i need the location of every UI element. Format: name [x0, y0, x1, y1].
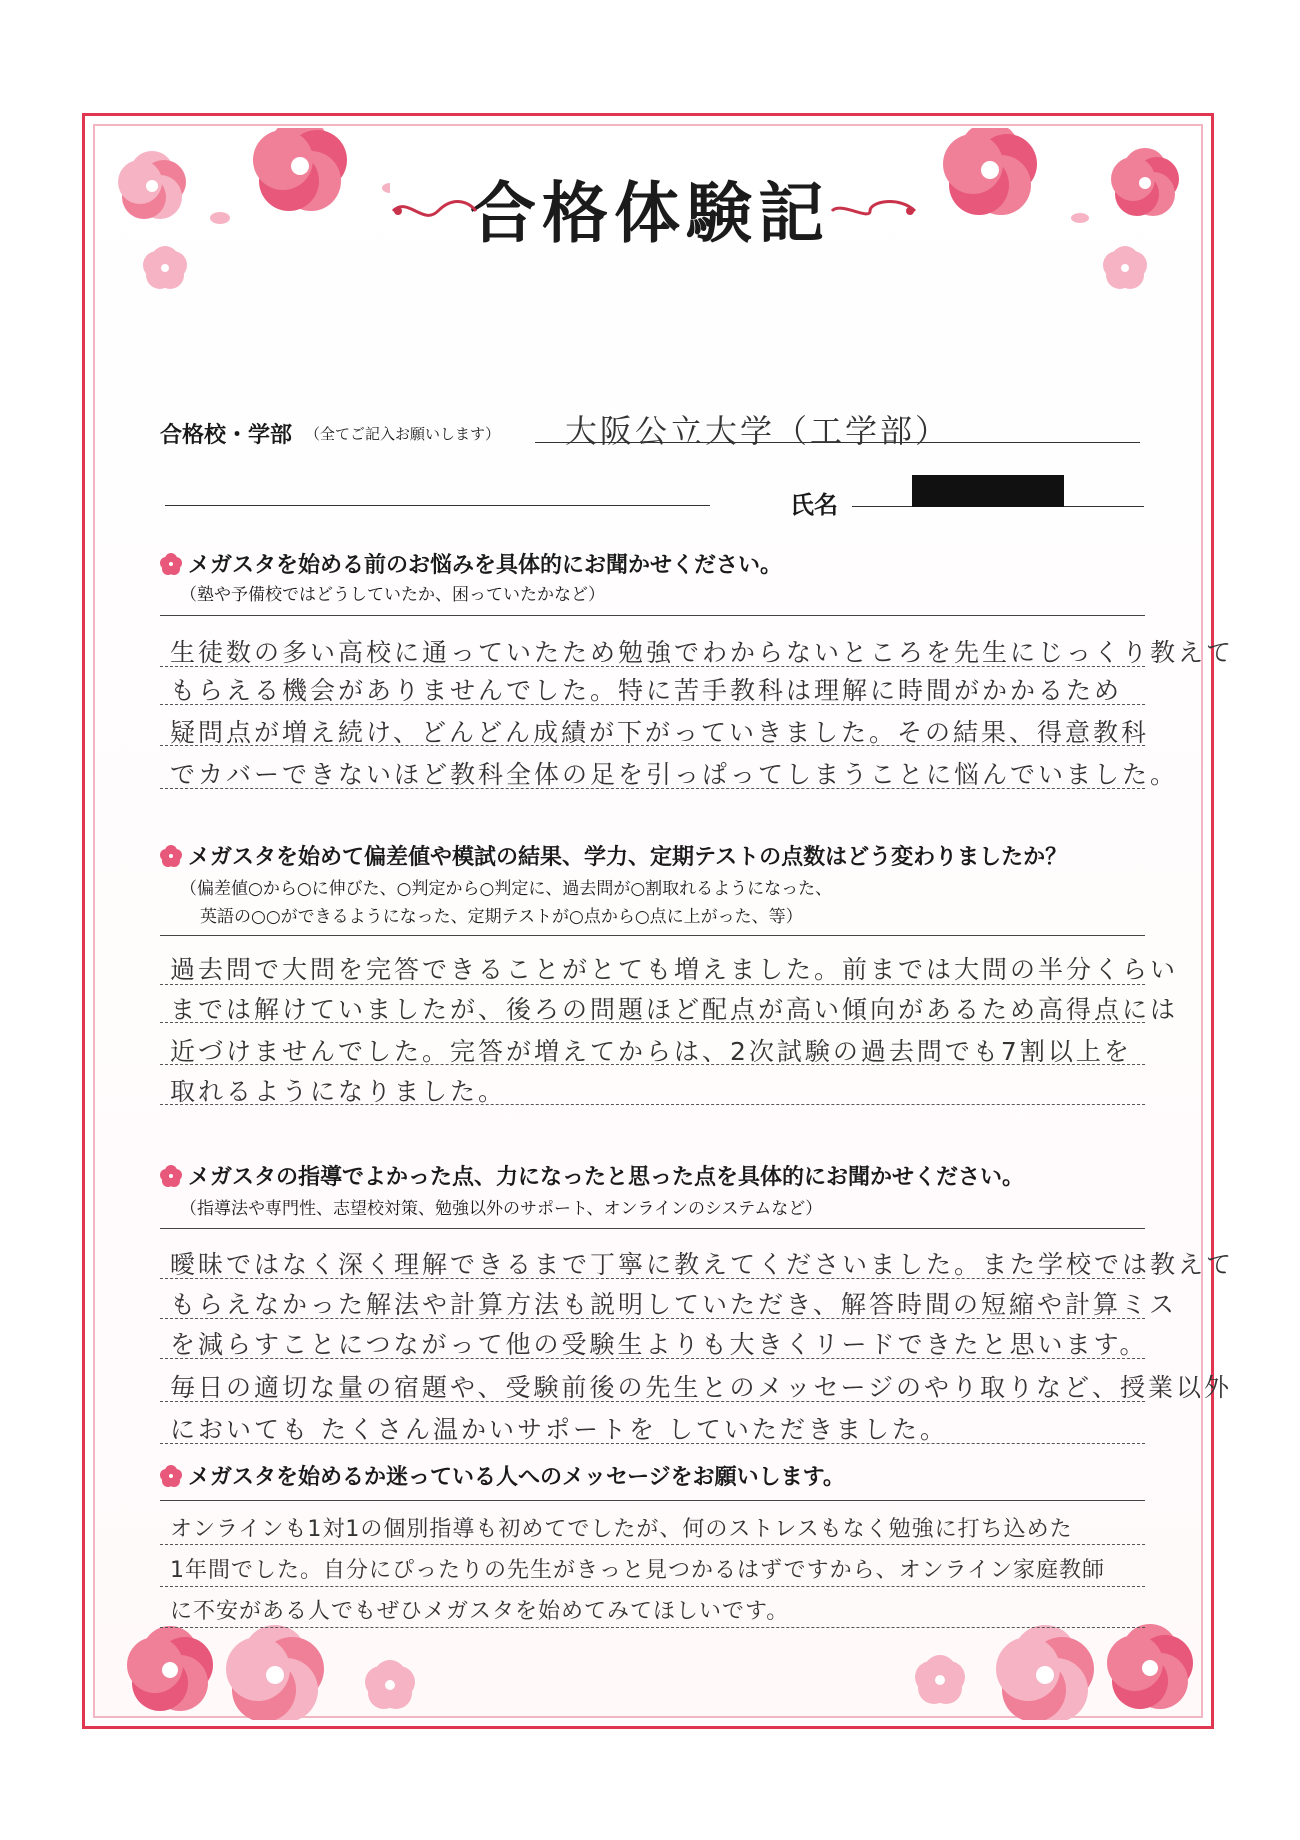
- section-heading: [160, 840, 1067, 871]
- blank-underline: [165, 505, 710, 506]
- cherry-blossom-bullet-icon: [160, 845, 182, 867]
- dashed-line: [160, 745, 1145, 746]
- cherry-blossom-icon: [915, 1655, 965, 1704]
- school-label: 合格校・学部: [160, 423, 293, 448]
- dashed-line: [160, 1318, 1145, 1319]
- answer-line: においても たくさん温かいサポートを していただきました。: [170, 1415, 948, 1444]
- section-note: （指導法や専門性、志望校対策、勉強以外のサポート、オンラインのシステムなど）: [180, 1199, 823, 1219]
- dashed-line: [160, 1443, 1145, 1444]
- dashed-line: [160, 788, 1145, 789]
- dashed-line: [160, 1627, 1145, 1628]
- section-top-line: [160, 1228, 1145, 1229]
- section-top-line: [160, 935, 1145, 936]
- school-underline: [535, 442, 1140, 443]
- answer-line: 1年間でした。自分にぴったりの先生がきっと見つかるはずですから、オンライン家庭教師: [170, 1558, 1106, 1583]
- section-note: 英語の○○ができるようになった、定期テストが○点から○点に上がった、等）: [200, 907, 803, 927]
- dashed-line: [160, 1064, 1145, 1065]
- cherry-blossom-bullet-icon: [160, 1465, 182, 1487]
- flourish-right-icon: [830, 196, 920, 226]
- page-title: 合格体験記: [470, 174, 830, 252]
- cherry-blossom-bullet-icon: [160, 1165, 182, 1187]
- dashed-line: [160, 1358, 1145, 1359]
- dashed-line: [160, 1401, 1145, 1402]
- answer-line: 曖昧ではなく深く理解できるまで丁寧に教えてくださいました。また学校では教えて: [170, 1250, 1235, 1279]
- answer-line: もらえる機会がありませんでした。特に苦手教科は理解に時間がかかるため: [170, 676, 1123, 705]
- answer-line: もらえなかった解法や計算方法も説明していただき、解答時間の短縮や計算ミス: [170, 1290, 1178, 1319]
- section-heading: [160, 1160, 1024, 1191]
- blossom-decoration-bottom-right: [880, 1590, 1200, 1720]
- section-heading-text: メガスタを始めて偏差値や模試の結果、学力、定期テストの点数はどう変わりましたか？: [188, 845, 1068, 870]
- section-note: （塾や予備校ではどうしていたか、困っていたかなど）: [180, 585, 605, 605]
- answer-line: 毎日の適切な量の宿題や、受験前後の先生とのメッセージのやり取りなど、授業以外: [170, 1373, 1233, 1402]
- dashed-line: [160, 704, 1145, 705]
- school-value: 大阪公立大学（工学部）: [565, 412, 951, 450]
- redacted-name: [912, 475, 1064, 507]
- answer-line: 過去問で大問を完答できることがとても増えました。前までは大問の半分くらい: [170, 955, 1179, 984]
- cherry-blossom-icon: [127, 1626, 213, 1711]
- dashed-line: [160, 984, 1145, 985]
- dashed-line: [160, 666, 1145, 667]
- answer-line: 生徒数の多い高校に通っていたため勉強でわからないところを先生にじっくり教えて: [170, 638, 1235, 667]
- dashed-line: [160, 1586, 1145, 1587]
- cherry-blossom-icon: [1107, 1624, 1193, 1709]
- school-note: （全てご記入お願いします）: [305, 425, 501, 443]
- dashed-line: [160, 1104, 1145, 1105]
- cherry-blossom-icon: [365, 1660, 415, 1709]
- flourish-left-icon: [388, 196, 478, 226]
- dashed-line: [160, 1022, 1145, 1023]
- answer-line: に不安がある人でもぜひメガスタを始めてみてほしいです。: [170, 1599, 790, 1624]
- answer-line: までは解けていましたが、後ろの問題ほど配点が高い傾向があるため高得点には: [170, 995, 1179, 1024]
- answer-line: を減らすことにつながって他の受験生よりも大きくリードできたと思います。: [170, 1330, 1148, 1359]
- section-note: （偏差値○から○に伸びた、○判定から○判定に、過去問が○割取れるようになった、: [180, 879, 833, 899]
- answer-line: でカバーできないほど教科全体の足を引っぱってしまうことに悩んでいました。: [170, 760, 1179, 789]
- name-label: 氏名: [790, 491, 838, 519]
- section-heading-text: メガスタを始める前のお悩みを具体的にお聞かせください。: [188, 553, 783, 578]
- dashed-line: [160, 1278, 1145, 1279]
- section-top-line: [160, 615, 1145, 616]
- section-heading: [160, 1460, 845, 1491]
- section-heading-text: メガスタの指導でよかった点、力になったと思った点を具体的にお聞かせください。: [188, 1165, 1025, 1190]
- section-top-line: [160, 1500, 1145, 1501]
- cherry-blossom-bullet-icon: [160, 553, 182, 575]
- section-heading: [160, 548, 782, 579]
- answer-line: 近づけませんでした。完答が増えてからは、2次試験の過去問でも7割以上を: [170, 1037, 1132, 1066]
- dashed-line: [160, 1544, 1145, 1545]
- cherry-blossom-icon: [226, 1625, 324, 1720]
- answer-line: オンラインも1対1の個別指導も初めてでしたが、何のストレスもなく勉強に打ち込めた: [170, 1517, 1073, 1542]
- cherry-blossom-icon: [996, 1625, 1094, 1720]
- answer-line: 疑問点が増え続け、どんどん成績が下がっていきました。その結果、得意教科: [170, 718, 1150, 747]
- section-heading-text: メガスタを始めるか迷っている人へのメッセージをお願いします。: [188, 1465, 845, 1490]
- answer-line: 取れるようになりました。: [170, 1077, 507, 1106]
